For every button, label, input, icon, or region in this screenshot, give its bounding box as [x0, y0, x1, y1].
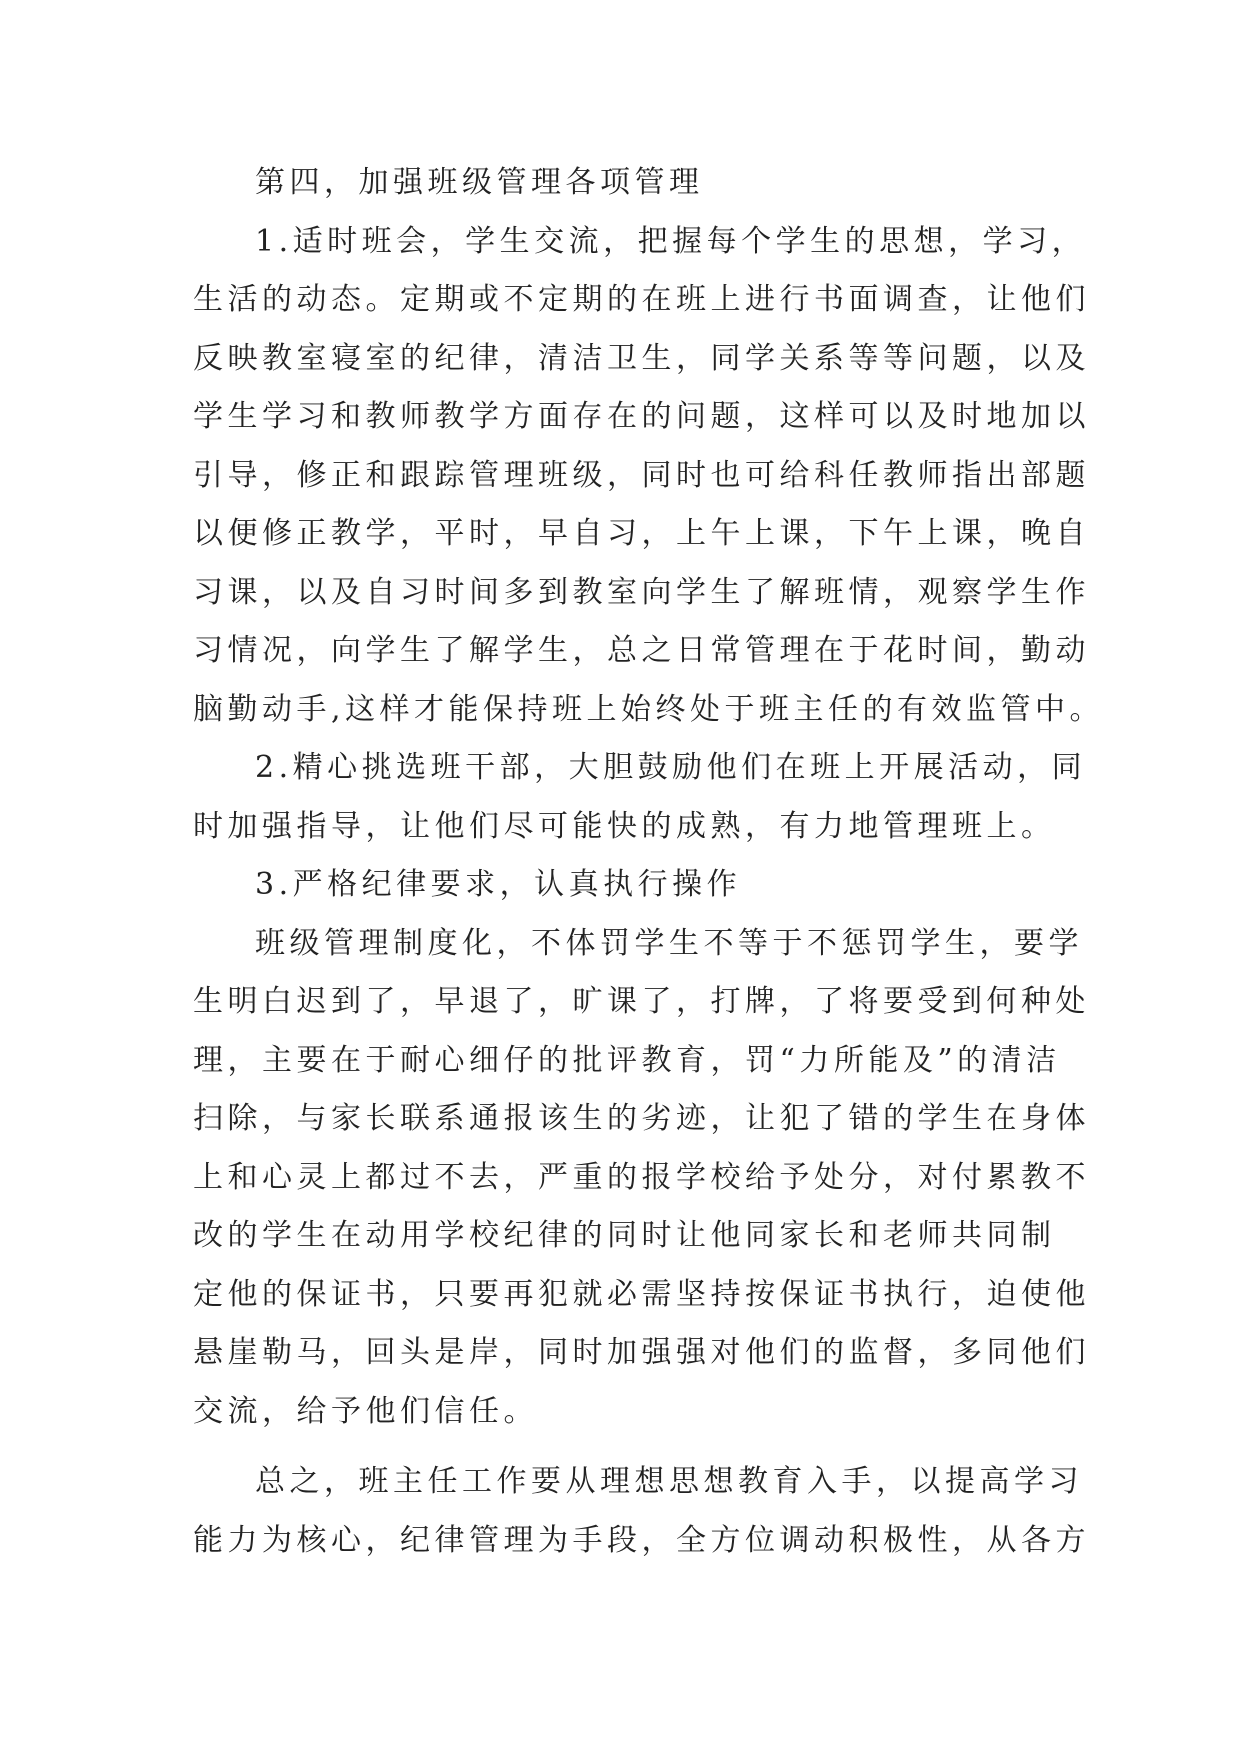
text-line: 扫除，与家长联系通报该生的劣迹，让犯了错的学生在身体 [193, 1101, 1090, 1136]
text-line: 总之，班主任工作要从理想思想教育入手，以提高学习 [255, 1464, 1083, 1499]
text-line: 学生学习和教师教学方面存在的问题，这样可以及时地加以 [193, 399, 1090, 434]
text-line: 班级管理制度化，不体罚学生不等于不惩罚学生，要学 [255, 925, 1083, 961]
paragraph-discipline [193, 915, 1090, 1442]
text-line: 2.精心挑选班干部，大胆鼓励他们在班上开展活动，同 [255, 750, 1087, 785]
text-line: 习情况，向学生了解学生，总之日常管理在于花时间，勤动 [193, 633, 1090, 668]
text-line: 1.适时班会，学生交流，把握每个学生的思想，学习， [255, 223, 1087, 259]
text-line: 反映教室寝室的纪律，清洁卫生，同学关系等等问题，以及 [193, 340, 1090, 376]
text-line: 习课，以及自习时间多到教室向学生了解班情，观察学生作 [193, 574, 1090, 610]
text-line: 能力为核心，纪律管理为手段，全方位调动积极性，从各方 [193, 1522, 1090, 1558]
text-line: 理，主要在于耐心细仔的批评教育，罚“力所能及”的清洁 [193, 1042, 1061, 1078]
paragraph-item-3: 3.严格纪律要求，认真执行操作 [255, 867, 742, 902]
paragraph-spacer [193, 1441, 1053, 1453]
paragraph-item-2 [193, 739, 1087, 856]
text-line: 上和心灵上都过不去，严重的报学校给予处分，对付累教不 [193, 1159, 1090, 1195]
text-line: 改的学生在动用学校纪律的同时让他同家长和老师共同制 [193, 1218, 1056, 1253]
paragraph-summary [193, 1453, 1090, 1570]
text-line: 交流，给予他们信任。 [193, 1393, 538, 1429]
paragraph-item-1 [193, 213, 1105, 740]
document-body [193, 154, 1105, 1570]
text-line: 生活的动态。定期或不定期的在班上进行书面调查，让他们 [193, 282, 1090, 317]
text-line: 脑勤动手,这样才能保持班上始终处于班主任的有效监管中。 [193, 691, 1105, 727]
section-heading: 第四，加强班级管理各项管理 [255, 165, 704, 200]
text-line: 以便修正教学，平时，早自习，上午上课，下午上课，晚自 [193, 516, 1090, 551]
text-line: 时加强指导，让他们尽可能快的成熟，有力地管理班上。 [193, 808, 1056, 844]
text-line: 引导，修正和跟踪管理班级，同时也可给科任教师指出部题 [193, 457, 1090, 493]
text-line: 悬崖勒马，回头是岸，同时加强强对他们的监督，多同他们 [193, 1335, 1090, 1370]
text-line: 定他的保证书，只要再犯就必需坚持按保证书执行，迫使他 [193, 1276, 1090, 1312]
text-line: 生明白迟到了，早退了，旷课了，打牌，了将要受到何种处 [193, 984, 1090, 1019]
